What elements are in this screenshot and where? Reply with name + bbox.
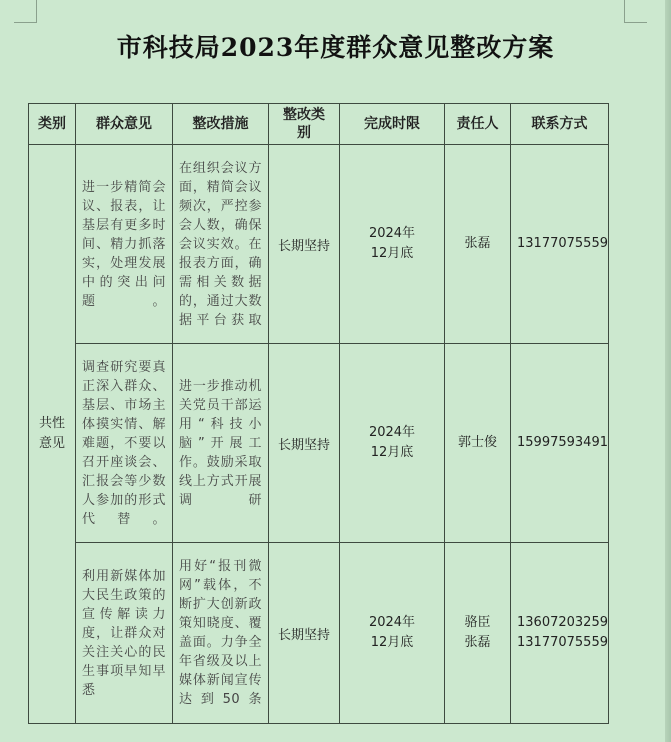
deadline-cell (340, 344, 445, 543)
page-corner-mark-left (14, 0, 37, 23)
contact-cell (511, 344, 609, 543)
deadline-year: 2024年 (368, 615, 416, 630)
table-row (29, 145, 609, 344)
owner-name: 郭士俊 (457, 435, 497, 450)
deadline-month: 12月底 (370, 246, 414, 261)
contact-phone: 13177075559 (517, 236, 608, 251)
header-owner: 责任人 (445, 104, 511, 145)
header-opinion: 群众意见 (76, 104, 173, 145)
measure-cell (173, 543, 269, 724)
type-cell: 长期坚持 (269, 543, 340, 724)
opinion-text: 利用新媒体加大民生政策的宣传解读力度，让群众对关注关心的民生事项早知早悉 (82, 568, 166, 698)
table-row (29, 344, 609, 543)
owner-cell (445, 543, 511, 724)
contact-phone: 13607203259 (517, 615, 608, 630)
owner-name-2: 张磊 (464, 635, 491, 650)
page-edge-shadow (665, 0, 671, 742)
contact-phone: 15997593491 (517, 435, 608, 450)
header-deadline: 完成时限 (340, 104, 445, 145)
opinion-cell (76, 344, 173, 543)
measure-cell (173, 145, 269, 344)
owner-cell (445, 145, 511, 344)
contact-cell (511, 145, 609, 344)
deadline-cell (340, 145, 445, 344)
measure-text: 进一步推动机关党员干部运用“科技小脑”开展工作。鼓励采取线上方式开展调研 (179, 378, 262, 508)
measure-text: 用好“报刊微网”载体，不断扩大创新政策知晓度、覆盖面。力争全年省级及以上媒体新闻宣传达到50条 (179, 559, 262, 707)
document-title: 市科技局2023年度群众意见整改方案 (116, 33, 555, 62)
type-cell: 长期坚持 (269, 145, 340, 344)
opinion-cell (76, 543, 173, 724)
deadline-year: 2024年 (368, 425, 416, 440)
header-measure: 整改措施 (173, 104, 269, 145)
page-corner-mark-right (624, 0, 647, 23)
table-row (29, 543, 609, 724)
opinion-text: 调查研究要真正深入群众、基层、市场主体摸实情、解难题，不要以召开座谈会、汇报会等少数人参加的形式代替。 (82, 359, 166, 527)
owner-name: 骆臣 (464, 615, 491, 630)
measure-cell (173, 344, 269, 543)
opinion-cell (76, 145, 173, 344)
deadline-year: 2024年 (368, 226, 416, 241)
header-category: 类别 (29, 104, 76, 145)
deadline-month: 12月底 (370, 635, 414, 650)
contact-cell (511, 543, 609, 724)
deadline-cell (340, 543, 445, 724)
type-cell: 长期坚持 (269, 344, 340, 543)
opinion-text: 进一步精简会议、报表，让基层有更多时间、精力抓落实，处理发展中的突出问题。 (82, 179, 166, 309)
deadline-month: 12月底 (370, 445, 414, 460)
owner-name: 张磊 (464, 236, 491, 251)
header-contact: 联系方式 (511, 104, 609, 145)
rectification-table (28, 103, 609, 724)
measure-text: 在组织会议方面，精简会议频次，严控参会人数，确保会议实效。在报表方面，确需相关数据的，通过大数据平台获取 (179, 160, 262, 328)
table-header-row (29, 104, 609, 145)
category-cell: 共性意见 (29, 145, 76, 724)
contact-phone-2: 13177075559 (517, 635, 608, 650)
owner-cell (445, 344, 511, 543)
header-type: 整改类别 (269, 104, 340, 145)
